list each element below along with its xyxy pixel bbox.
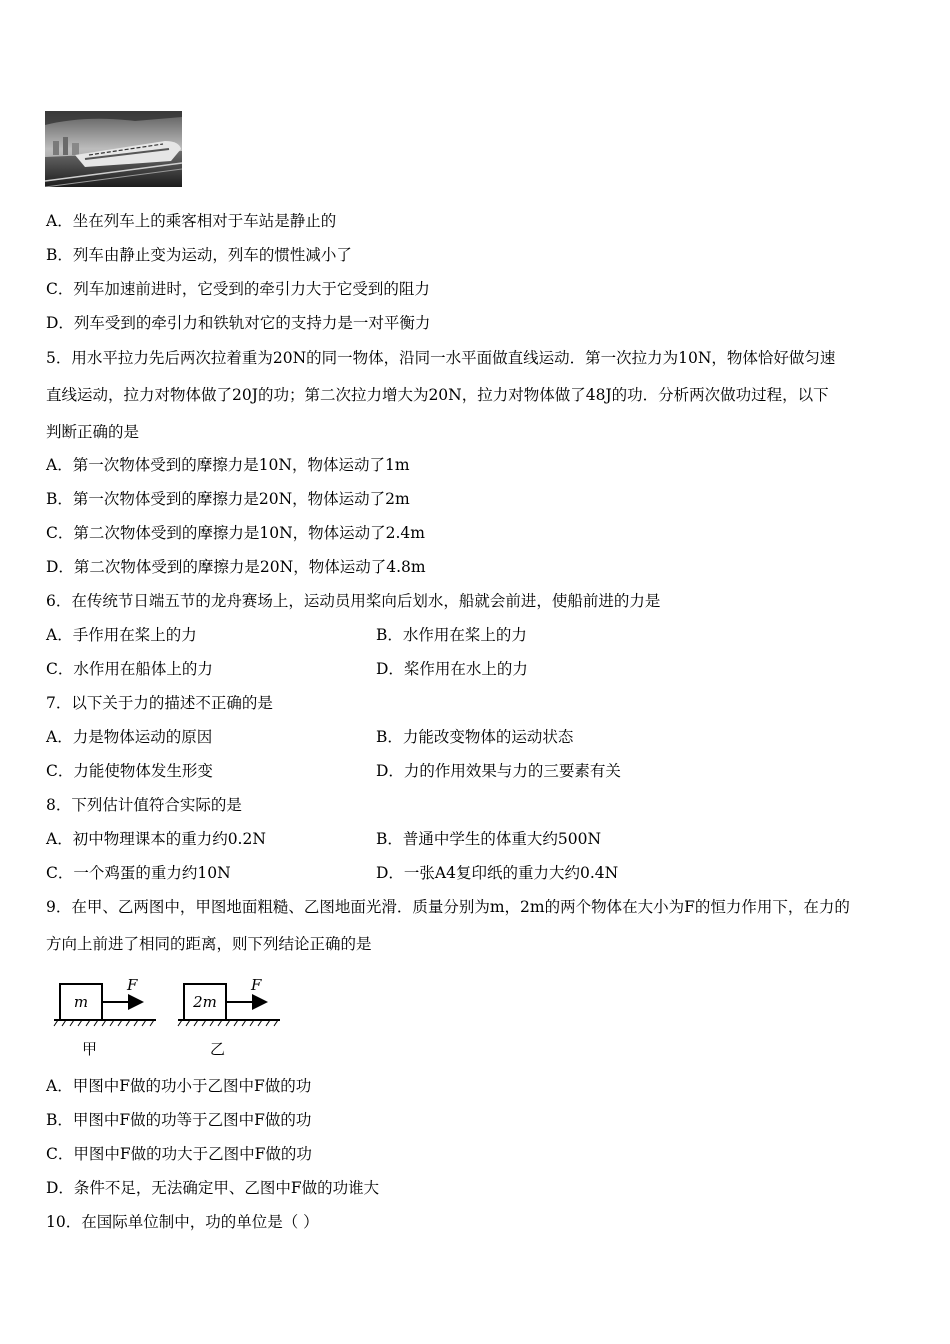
- q5-option-a: A．第一次物体受到的摩擦力是10N，物体运动了1m: [46, 456, 410, 474]
- q5-option-b: B．第一次物体受到的摩擦力是20N，物体运动了2m: [46, 490, 410, 508]
- figure-caption-yi: 乙: [210, 1040, 226, 1058]
- q5-stem-line-3: 判断正确的是: [46, 423, 140, 441]
- q4-option-b: B．列车由静止变为运动，列车的惯性减小了: [46, 246, 352, 264]
- q6-option-d: D．桨作用在水上的力: [376, 660, 528, 678]
- force-label-right: F: [251, 976, 262, 994]
- q9-option-a: A．甲图中F做的功小于乙图中F做的功: [46, 1077, 312, 1095]
- q7-stem: 7．以下关于力的描述不正确的是: [46, 694, 273, 712]
- figure-caption-jia: 甲: [82, 1040, 98, 1058]
- q6-option-b: B．水作用在桨上的力: [376, 626, 527, 644]
- q8-option-a: A．初中物理课本的重力约0.2N: [46, 830, 266, 848]
- q8-option-b: B．普通中学生的体重大约500N: [376, 830, 602, 848]
- q9-option-c: C．甲图中F做的功大于乙图中F做的功: [46, 1145, 312, 1163]
- train-photo: [45, 111, 182, 187]
- q4-option-a: A．坐在列车上的乘客相对于车站是静止的: [46, 212, 337, 230]
- q8-option-d: D．一张A4复印纸的重力大约0.4N: [376, 864, 619, 882]
- q5-option-d: D．第二次物体受到的摩擦力是20N，物体运动了4.8m: [46, 558, 426, 576]
- q10-stem: 10．在国际单位制中，功的单位是（ ）: [46, 1213, 319, 1231]
- force-label-left: F: [127, 976, 138, 994]
- q7-option-d: D．力的作用效果与力的三要素有关: [376, 762, 621, 780]
- q4-option-c: C．列车加速前进时，它受到的牵引力大于它受到的阻力: [46, 280, 430, 298]
- block-2m-label: 2m: [193, 993, 217, 1011]
- q9-stem-line-1: 9．在甲、乙两图中，甲图地面粗糙、乙图地面光滑．质量分别为m，2m的两个物体在大小为F的恒力作用下，在力的: [46, 898, 850, 916]
- q5-option-c: C．第二次物体受到的摩擦力是10N，物体运动了2.4m: [46, 524, 425, 542]
- q9-option-d: D．条件不足，无法确定甲、乙图中F做的功谁大: [46, 1179, 380, 1197]
- q7-option-b: B．力能改变物体的运动状态: [376, 728, 574, 746]
- q6-option-c: C．水作用在船体上的力: [46, 660, 213, 678]
- q9-stem-line-2: 方向上前进了相同的距离，则下列结论正确的是: [46, 935, 372, 953]
- q6-option-a: A．手作用在桨上的力: [46, 626, 197, 644]
- q7-option-a: A．力是物体运动的原因: [46, 728, 213, 746]
- q6-stem: 6．在传统节日端五节的龙舟赛场上，运动员用桨向后划水，船就会前进，使船前进的力是: [46, 592, 661, 610]
- block-m-label: m: [73, 993, 89, 1011]
- q5-stem-line-1: 5．用水平拉力先后两次拉着重为20N的同一物体，沿同一水平面做直线运动．第一次拉力为10N，物体恰好做匀速: [46, 349, 836, 367]
- q8-option-c: C．一个鸡蛋的重力约10N: [46, 864, 231, 882]
- q8-stem: 8．下列估计值符合实际的是: [46, 796, 242, 814]
- q5-stem-line-2: 直线运动，拉力对物体做了20J的功；第二次拉力增大为20N，拉力对物体做了48J的功．分析两次做功过程，以下: [46, 386, 829, 404]
- q9-option-b: B．甲图中F做的功等于乙图中F做的功: [46, 1111, 312, 1129]
- q7-option-c: C．力能使物体发生形变: [46, 762, 213, 780]
- q4-option-d: D．列车受到的牵引力和铁轨对它的支持力是一对平衡力: [46, 314, 431, 332]
